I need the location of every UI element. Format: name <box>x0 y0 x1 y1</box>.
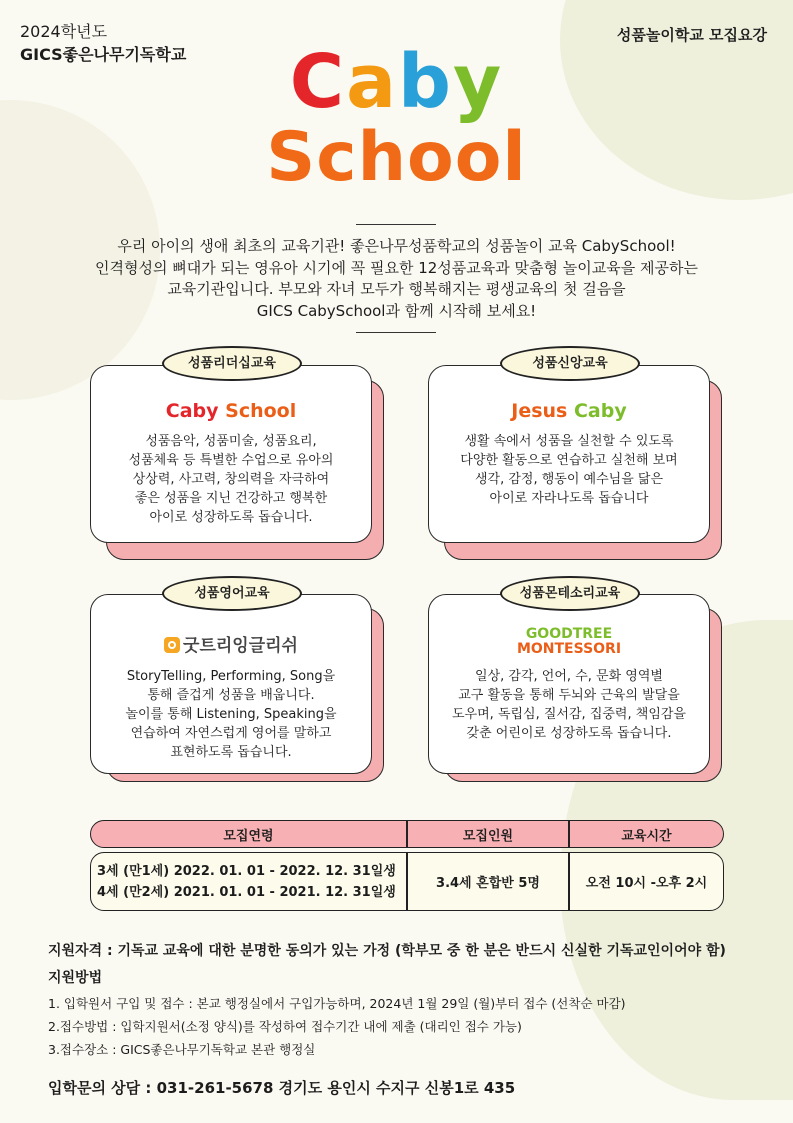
caby-school-logo <box>0 39 793 197</box>
goodtree-english-card-logo: 굿트리잉글리쉬 <box>91 631 371 656</box>
school-name: GICS좋은나무기독학교 <box>20 45 187 64</box>
card-character-leadership <box>90 365 372 543</box>
intro-line: 인격형성의 뼈대가 되는 영유아 시기에 꼭 필요한 12성품교육과 맞춤형 놀이교육을 제공하는 <box>95 258 698 277</box>
card-english <box>90 594 372 774</box>
cell-time: 오전 10시 -오후 2시 <box>585 876 708 891</box>
logo-letter-b: b <box>398 39 453 125</box>
caby-school-card-logo: Caby School <box>165 400 297 422</box>
logo-letter-c: C <box>289 39 347 125</box>
card-title-pill: 성품리더십교육 <box>162 346 302 381</box>
intro-line: 교육기관입니다. 부모와 자녀 모두가 행복해지는 평생교육의 첫 걸음을 <box>167 280 626 298</box>
card-title-pill: 성품신앙교육 <box>500 346 640 381</box>
intro-line: GICS CabySchool과 함께 시작해 보세요! <box>256 301 537 320</box>
intro-line: 우리 아이의 생애 최초의 교육기관! 좋은나무성품학교의 성품놀이 교육 CabySchool! <box>117 237 676 255</box>
divider-top <box>356 224 436 225</box>
step-item: 3.접수장소 : GICS좋은나무기독학교 본관 행정실 <box>48 1042 316 1057</box>
notice-title: 성품놀이학교 모집요강 <box>616 26 767 44</box>
header-count: 모집인원 <box>462 828 514 844</box>
logo-letter-a: a <box>346 39 398 125</box>
application-steps <box>48 992 626 1061</box>
card-title-pill: 성품영어교육 <box>162 576 302 611</box>
card-description: 일상, 감각, 언어, 수, 문화 영역별 교구 활동을 통해 두뇌와 근육의 발달을 도우며, 독립심, 질서감, 집중력, 책임감을 갖춘 어린이로 성장하도록 돕습니다. <box>452 669 686 741</box>
logo-school-word: School <box>266 118 527 197</box>
step-item: 1. 입학원서 구입 및 접수 : 본교 행정실에서 구입가능하며, 2024년 1월 29일 (월)부터 접수 (선착순 마감) <box>48 996 626 1011</box>
jesus-caby-card-logo: Jesus Caby <box>511 400 627 422</box>
divider-bottom <box>356 332 436 333</box>
card-title-pill: 성품몬테소리교육 <box>500 576 640 611</box>
card-description: 생활 속에서 성품을 실천할 수 있도록 다양한 활동으로 연습하고 실천해 보며 생각, 감정, 행동이 예수님을 닮은 아이로 자라나도록 돕습니다 <box>460 434 678 506</box>
card-description: StoryTelling, Performing, Song을 통해 즐겁게 성품을 배웁니다. 놀이를 통해 Listening, Speaking을 연습하여 자연스럽게 영어를 말하고 표현하도록 돕습니다. <box>125 669 337 760</box>
intro-text <box>60 236 733 322</box>
card-description: 성품음악, 성품미술, 성품요리, 성품체육 등 특별한 수업으로 유아의 상상력, 사고력, 창의력을 자극하여 좋은 성품을 지닌 건강하고 행복한 아이로 성장하도록 돕습니다. <box>128 434 334 525</box>
apple-icon <box>164 637 180 653</box>
card-montessori <box>428 594 710 774</box>
logo-letter-y: y <box>452 39 504 125</box>
cell-ages: 3세 (만1세) 2022. 01. 01 - 2022. 12. 31일생 4세 (만2세) 2021. 01. 01 - 2021. 12. 31일생 <box>97 863 396 900</box>
school-year: 2024학년도 <box>20 22 108 41</box>
application-method-title: 지원방법 <box>48 970 103 986</box>
contact-info: 입학문의 상담 : 031-261-5678 경기도 용인시 수지구 신봉1로 435 <box>48 1079 516 1097</box>
cell-count: 3.4세 혼합반 5명 <box>436 876 540 891</box>
goodtree-montessori-card-logo: GOODTREE MONTESSORI <box>516 626 622 657</box>
header-age: 모집연령 <box>223 828 274 844</box>
eligibility-text: 지원자격 : 기독교 교육에 대한 분명한 동의가 있는 가정 (학부모 중 한 분은 반드시 신실한 기독교인이어야 함) <box>48 943 726 959</box>
recruit-table-row <box>90 852 724 911</box>
header-time: 교육시간 <box>621 828 672 844</box>
step-item: 2.접수방법 : 입학지원서(소정 양식)를 작성하여 접수기간 내에 제출 (대리인 접수 가능) <box>48 1019 522 1034</box>
recruit-table-header <box>90 820 724 848</box>
card-faith <box>428 365 710 543</box>
